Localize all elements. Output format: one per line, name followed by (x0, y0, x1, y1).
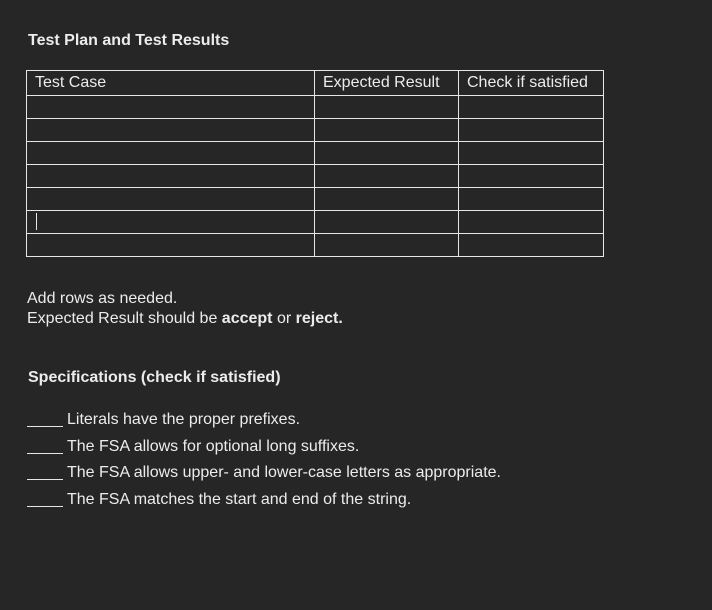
expected-result-cell[interactable] (315, 211, 459, 234)
header-test-case: Test Case (27, 71, 315, 96)
list-item (27, 406, 501, 433)
check-cell[interactable] (459, 165, 604, 188)
check-cell[interactable] (459, 188, 604, 211)
accept-keyword: accept (221, 310, 273, 327)
table-row (27, 188, 604, 211)
page-title: Test Plan and Test Results (28, 32, 230, 49)
list-item (27, 459, 501, 486)
expected-result-cell[interactable] (315, 165, 459, 188)
table-header-row (27, 71, 604, 96)
spec-text: The FSA matches the start and end of the string. (67, 490, 412, 508)
expected-result-cell[interactable] (315, 142, 459, 165)
table-row (27, 165, 604, 188)
table-row (27, 142, 604, 165)
table-row (27, 211, 604, 234)
test-case-cell[interactable] (27, 119, 315, 142)
expected-result-cell[interactable] (315, 96, 459, 119)
test-plan-table (26, 70, 604, 257)
check-cell[interactable] (459, 142, 604, 165)
table-row (27, 119, 604, 142)
spec-text: Literals have the proper prefixes. (67, 411, 301, 428)
check-blank[interactable] (27, 462, 63, 480)
notes-line-2-prefix: Expected Result should be (27, 310, 222, 327)
check-cell[interactable] (459, 96, 604, 119)
table-row (27, 234, 604, 257)
spec-text: The FSA allows upper- and lower-case letters as appropriate. (67, 464, 501, 481)
expected-result-cell[interactable] (315, 234, 459, 257)
check-blank[interactable] (27, 489, 63, 507)
check-cell[interactable] (459, 119, 604, 142)
check-cell[interactable] (459, 211, 604, 234)
expected-result-cell[interactable] (315, 119, 459, 142)
spec-text: The FSA allows for optional long suffixes. (67, 437, 360, 455)
expected-result-cell[interactable] (315, 188, 459, 211)
header-check-if-satisfied: Check if satisfied (459, 71, 604, 96)
notes-line-1: Add rows as needed. (27, 290, 178, 307)
or-word: or (272, 310, 296, 327)
specifications-title: Specifications (check if satisfied) (28, 369, 281, 386)
notes (27, 289, 343, 329)
table-row (27, 96, 604, 119)
specifications-list (27, 406, 501, 512)
test-case-cell[interactable] (27, 165, 315, 188)
test-case-cell[interactable] (27, 188, 315, 211)
list-item (27, 486, 501, 513)
reject-keyword: reject. (295, 310, 343, 327)
check-blank[interactable] (27, 409, 63, 427)
notes-line-2 (27, 309, 343, 329)
text-caret (36, 213, 37, 230)
test-case-cell[interactable] (27, 142, 315, 165)
header-expected-result: Expected Result (315, 71, 459, 96)
list-item (27, 433, 501, 460)
test-case-cell[interactable] (27, 234, 315, 257)
test-case-cell-active[interactable] (27, 211, 315, 234)
check-blank[interactable] (27, 436, 63, 454)
test-case-cell[interactable] (27, 96, 315, 119)
check-cell[interactable] (459, 234, 604, 257)
